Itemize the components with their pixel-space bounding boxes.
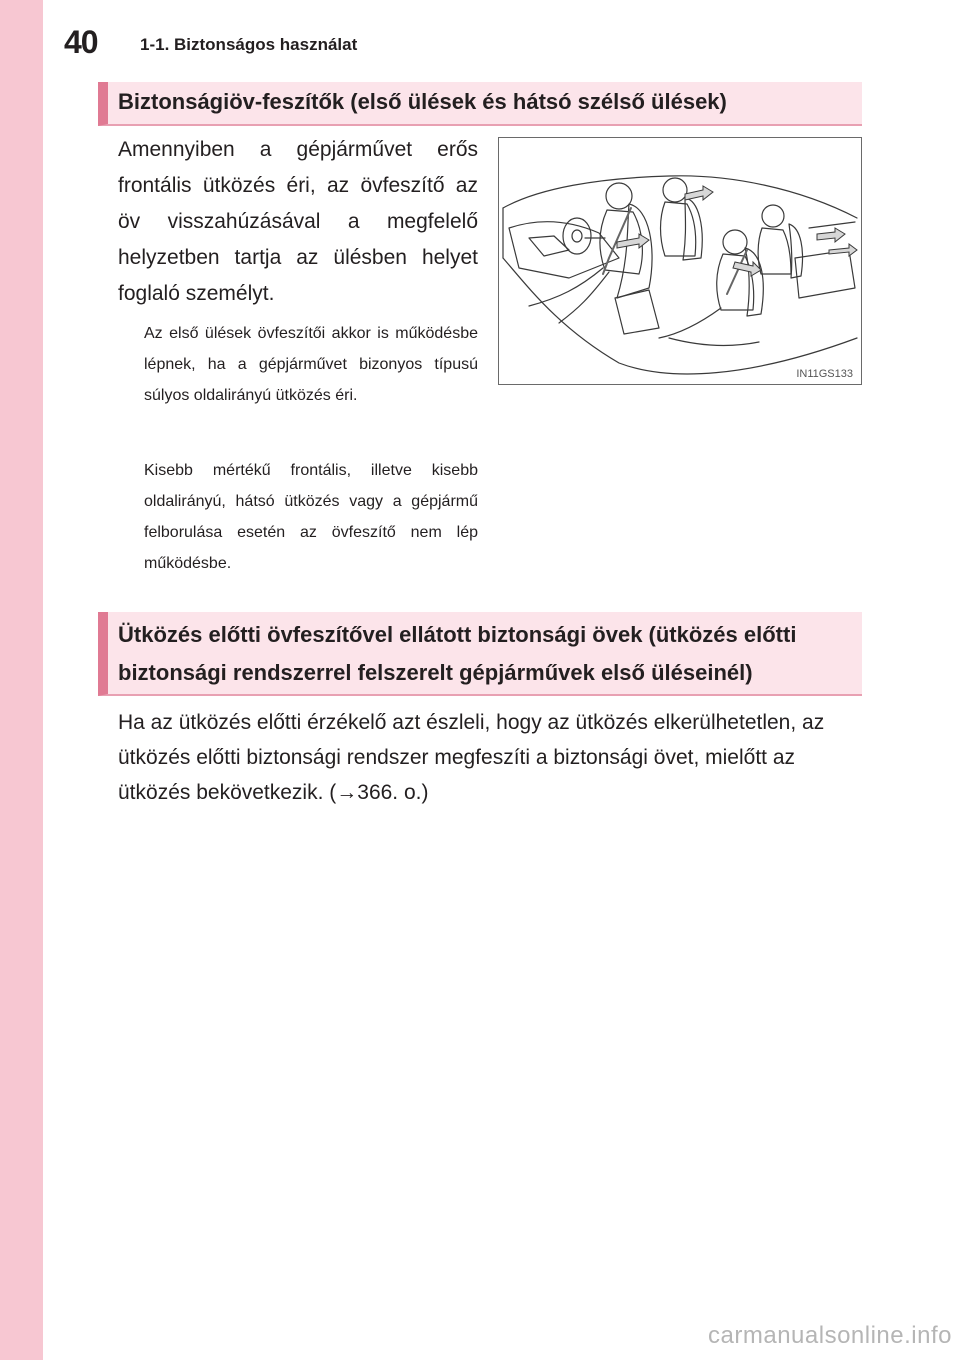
section-heading-line-2: biztonsági rendszerrel felszerelt gépjárművek első üléseinél) [118,660,753,685]
precollision-description: Ha az ütközés előtti érzékelő azt észleli, hogy az ütközés elkerülhetetlen, az ütközés előtti biztonsági rendszer megfeszíti a biztonsági övet, mielőtt az ütközés bekövetkezik. (→366. o.) [118,711,825,804]
car-interior-drawing [499,138,861,384]
section-heading-line-1: Ütközés előtti övfeszítővel ellátott biztonsági övek (ütközés előtti [118,622,797,647]
seatbelt-pretensioner-illustration [498,137,862,385]
minor-collision-note: Kisebb mértékű frontális, illetve kisebb oldalirányú, hátsó ütközés vagy a gépjármű felborulása esetén az övfeszítő nem lép működésbe. [144,462,478,572]
section-heading-precollision-belts [98,612,862,696]
page-number: 40 [64,24,98,60]
pretensioner-description: Amennyiben a gépjárművet erős frontális ütközés éri, az övfeszítő az öv visszahúzásával a megfelelő helyzetben tartja az ülésben helyet foglaló személyt. [118,138,478,305]
watermark: carmanualsonline.info [708,1322,952,1349]
side-color-strip [0,0,43,1360]
side-impact-note: Az első ülések övfeszítői akkor is működésbe lépnek, ha a gépjárművet bizonyos típusú súlyos oldalirányú ütközés éri. [144,325,478,404]
running-header: 1-1. Biztonságos használat [140,35,358,54]
section-heading-pretensioners: Biztonságiöv-feszítők (első ülések és hátsó szélső ülések) [98,82,862,126]
figure-code: IN11GS133 [796,368,853,380]
